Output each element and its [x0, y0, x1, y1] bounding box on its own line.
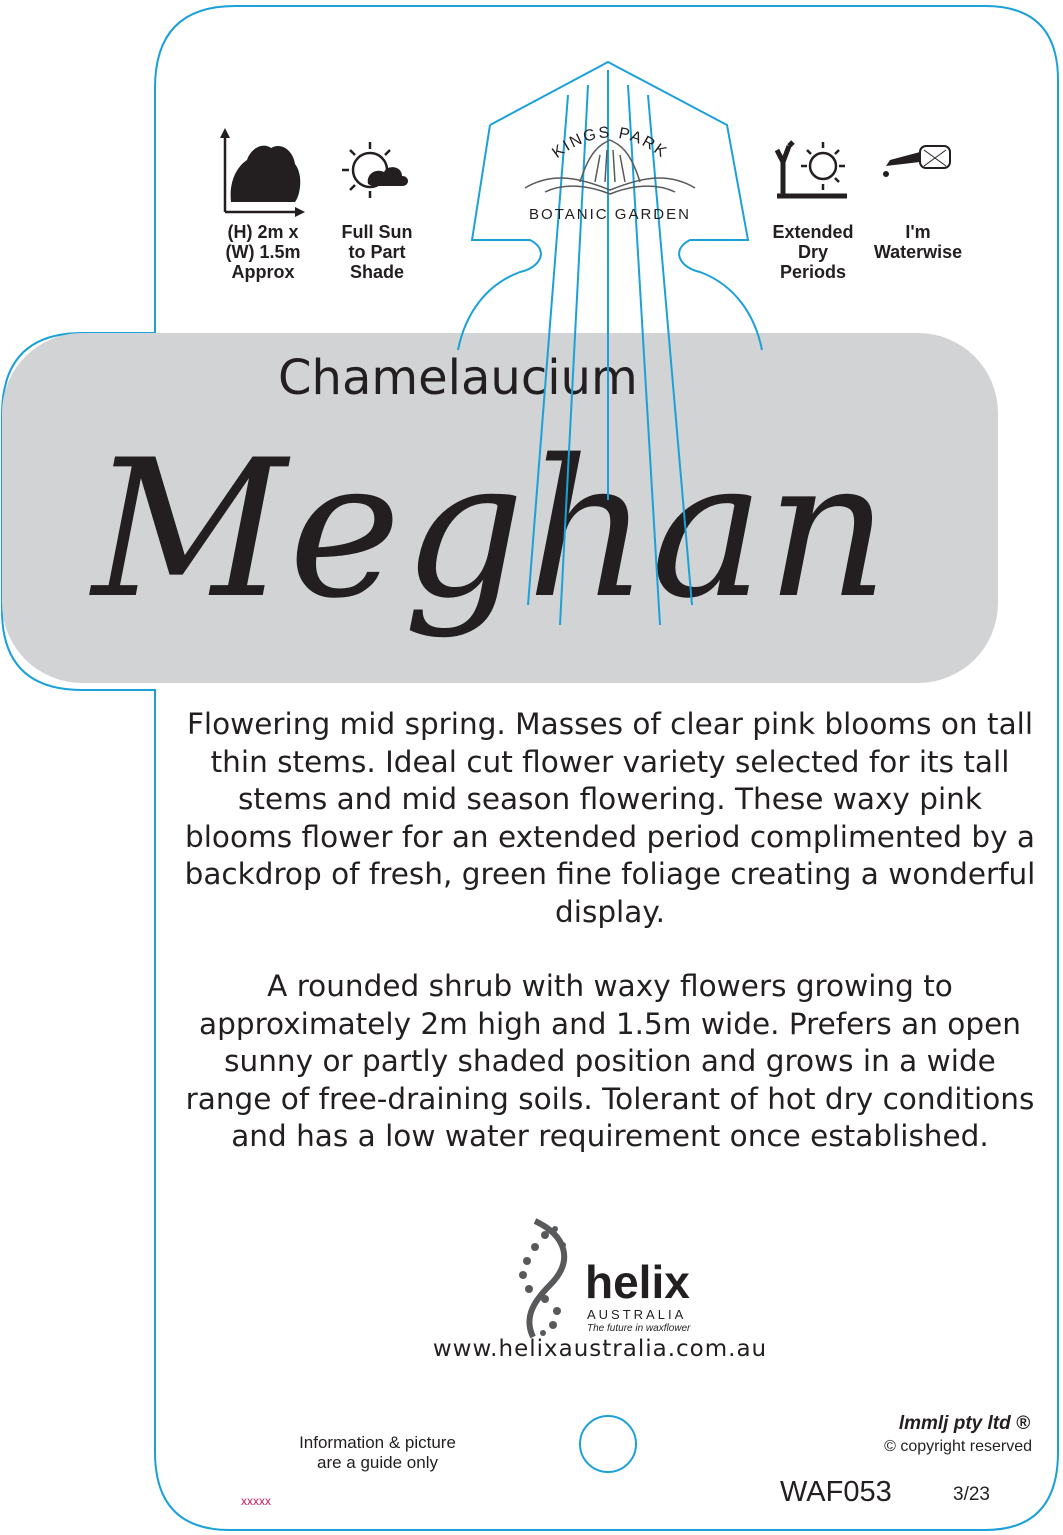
size-label: (H) 2m x (W) 1.5m Approx	[225, 222, 301, 282]
helix-country: AUSTRALIA	[587, 1307, 687, 1322]
company-name: lmmlj pty ltd ®	[898, 1413, 1030, 1434]
copyright-text: © copyright reserved	[884, 1438, 1032, 1455]
description-paragraph-1: Flowering mid spring. Masses of clear pink blooms on tall thin stems. Ideal cut flower variety selected for its tall stems and mid season flowering. These waxy pink blooms flower for an extended period complimented by a backdrop of fresh, green fine foliage creating a wonderful display.	[184, 707, 1036, 929]
water-label: I'm Waterwise	[873, 222, 963, 262]
product-code: WAF053	[780, 1476, 892, 1508]
print-date: 3/23	[953, 1484, 990, 1505]
kings-park-bottom-text: BOTANIC GARDEN	[529, 206, 691, 223]
disclaimer-text: Information & picture are a guide only	[299, 1433, 456, 1472]
dry-label: Extended Dry Periods	[772, 222, 854, 282]
helix-name: helix	[585, 1256, 690, 1308]
placeholder-code: xxxxx	[241, 1494, 271, 1508]
website-link[interactable]: www.helixaustralia.com.au	[432, 1336, 768, 1362]
svg-text:KINGS PARK	[549, 124, 671, 162]
helix-tagline: The future in waxflower	[587, 1323, 691, 1334]
plant-cultivar: Meghan	[92, 419, 891, 640]
kings-park-top-text: KINGS PARK	[549, 124, 671, 162]
sun-label: Full Sun to Part Shade	[341, 222, 413, 282]
description-paragraph-2: A rounded shrub with waxy flowers growing to approximately 2m high and 1.5m wide. Prefers an open sunny or partly shaded position and grows in a wide range of free-draining soils. Tolerant of hot dry conditions and has a low water requirement once established.	[185, 969, 1035, 1153]
kings-park-logo	[505, 110, 715, 230]
plant-genus: Chamelaucium	[278, 350, 638, 406]
helix-logo	[505, 1215, 705, 1340]
